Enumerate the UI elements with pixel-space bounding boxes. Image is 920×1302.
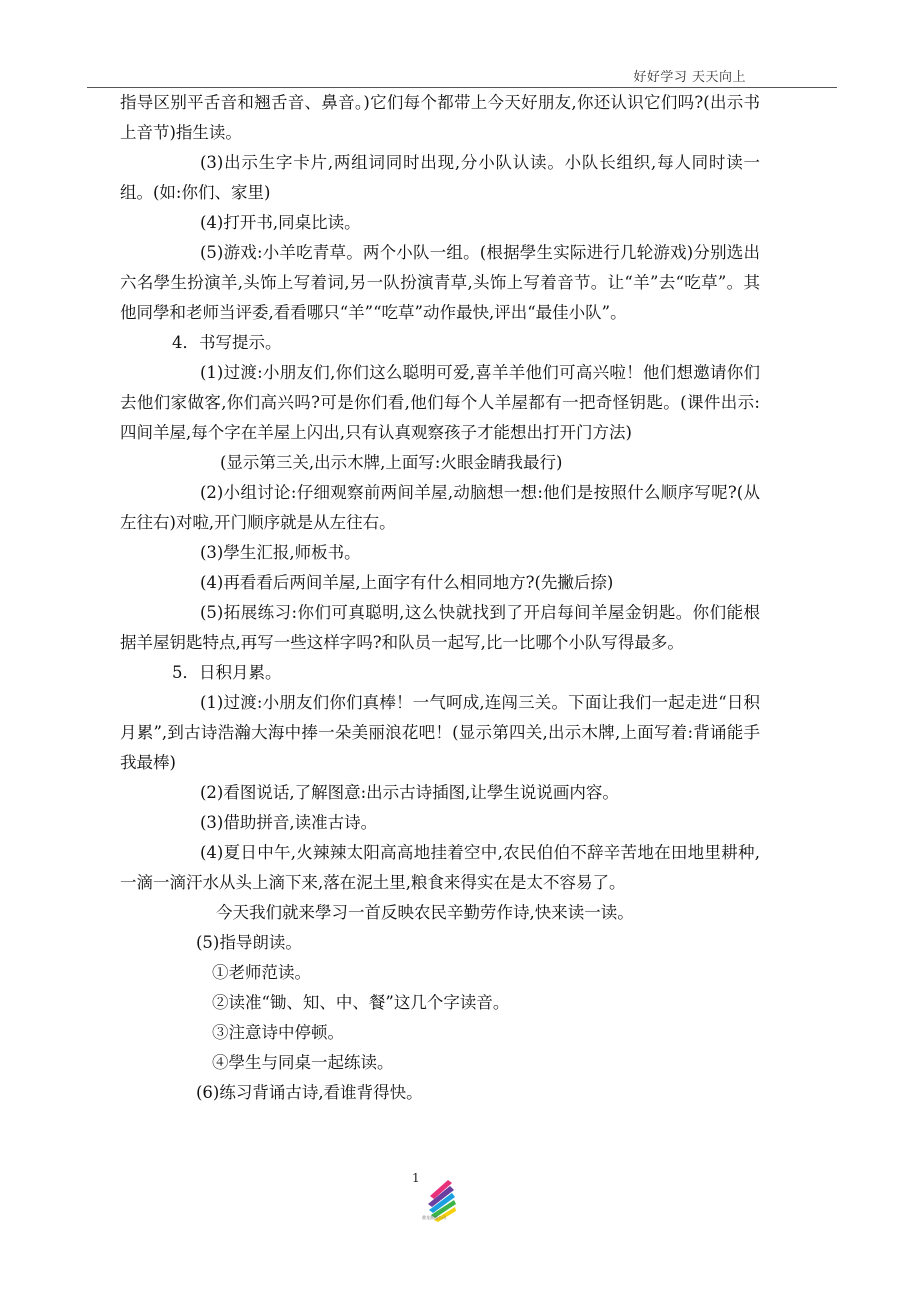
paragraph: (5)指导朗读。 bbox=[196, 933, 302, 952]
list-item: ②读准“锄、知、中、餐”这几个字读音。 bbox=[212, 993, 510, 1012]
paragraph: (6)练习背诵古诗,看谁背得快。 bbox=[196, 1083, 423, 1102]
paragraph: (5)游戏:小羊吃青草。两个小队一组。(根据學生实际进行几轮游戏)分别选出六名學生扮演羊,头饰上写着词,另一队扮演青草,头饰上写着音节。让“羊”去“吃草”。其他同學和老师当评委,看看哪只“羊”“吃草”动作最快,评出“最佳小队”。 bbox=[120, 243, 760, 322]
logo-caption: 鼎龙鼎盛公司 bbox=[422, 1215, 446, 1220]
paragraph: (3)學生汇报,师板书。 bbox=[200, 543, 361, 562]
paragraph: (4)打开书,同桌比读。 bbox=[200, 213, 361, 232]
paragraph: (2)看图说话,了解图意:出示古诗插图,让學生说说画内容。 bbox=[200, 783, 619, 802]
list-item: ①老师范读。 bbox=[212, 963, 311, 982]
paragraph: (显示第三关,出示木牌,上面写:火眼金睛我最行) bbox=[220, 453, 563, 472]
paragraph: (1)过渡:小朋友们,你们这么聪明可爱,喜羊羊他们可高兴啦！他们想邀请你们去他们家做客,你们高兴吗?可是你们看,他们每个人羊屋都有一把奇怪钥匙。(课件出示:四间羊屋,每个字在羊屋上闪出,只有认真观察孩子才能想出打开门方法) bbox=[120, 363, 760, 442]
document-body bbox=[120, 88, 760, 1108]
paragraph: (3)借助拼音,读准古诗。 bbox=[200, 813, 378, 832]
paragraph: (4)夏日中午,火辣辣太阳高高地挂着空中,农民伯伯不辞辛苦地在田地里耕种,一滴一滴汗水从头上滴下来,落在泥土里,粮食来得实在是太不容易了。 bbox=[120, 843, 760, 892]
list-item: ③注意诗中停顿。 bbox=[212, 1023, 344, 1042]
paragraph: 指导区别平舌音和翘舌音、鼻音。)它们每个都带上今天好朋友,你还认识它们吗?(出示书上音节)指生读。 bbox=[120, 93, 760, 142]
section-heading: 5．日积月累。 bbox=[172, 663, 282, 682]
page-header: 好好学习 天天向上 bbox=[633, 70, 746, 85]
paragraph: (3)出示生字卡片,两组词同时出现,分小队认读。小队长组织,每人同时读一组。(如:你们、家里) bbox=[120, 153, 760, 202]
page-number: 1 bbox=[412, 1171, 420, 1185]
paragraph: 今天我们就来學习一首反映农民辛勤劳作诗,快来读一读。 bbox=[216, 903, 634, 922]
list-item: ④學生与同桌一起练读。 bbox=[212, 1053, 394, 1072]
paragraph: (1)过渡:小朋友们你们真棒！一气呵成,连闯三关。下面让我们一起走进“日积月累”,到古诗浩瀚大海中捧一朵美丽浪花吧！(显示第四关,出示木牌,上面写着:背诵能手我最棒) bbox=[120, 693, 760, 772]
paragraph: (5)拓展练习:你们可真聪明,这么快就找到了开启每间羊屋金钥匙。你们能根据羊屋钥匙特点,再写一些这样字吗?和队员一起写,比一比哪个小队写得最多。 bbox=[120, 603, 760, 652]
section-heading: 4．书写提示。 bbox=[172, 333, 282, 352]
paragraph: (2)小组讨论:仔细观察前两间羊屋,动脑想一想:他们是按照什么顺序写呢?(从左往右)对啦,开门顺序就是从左往右。 bbox=[120, 483, 760, 532]
paragraph: (4)再看看后两间羊屋,上面字有什么相同地方?(先撇后捺) bbox=[200, 573, 614, 592]
